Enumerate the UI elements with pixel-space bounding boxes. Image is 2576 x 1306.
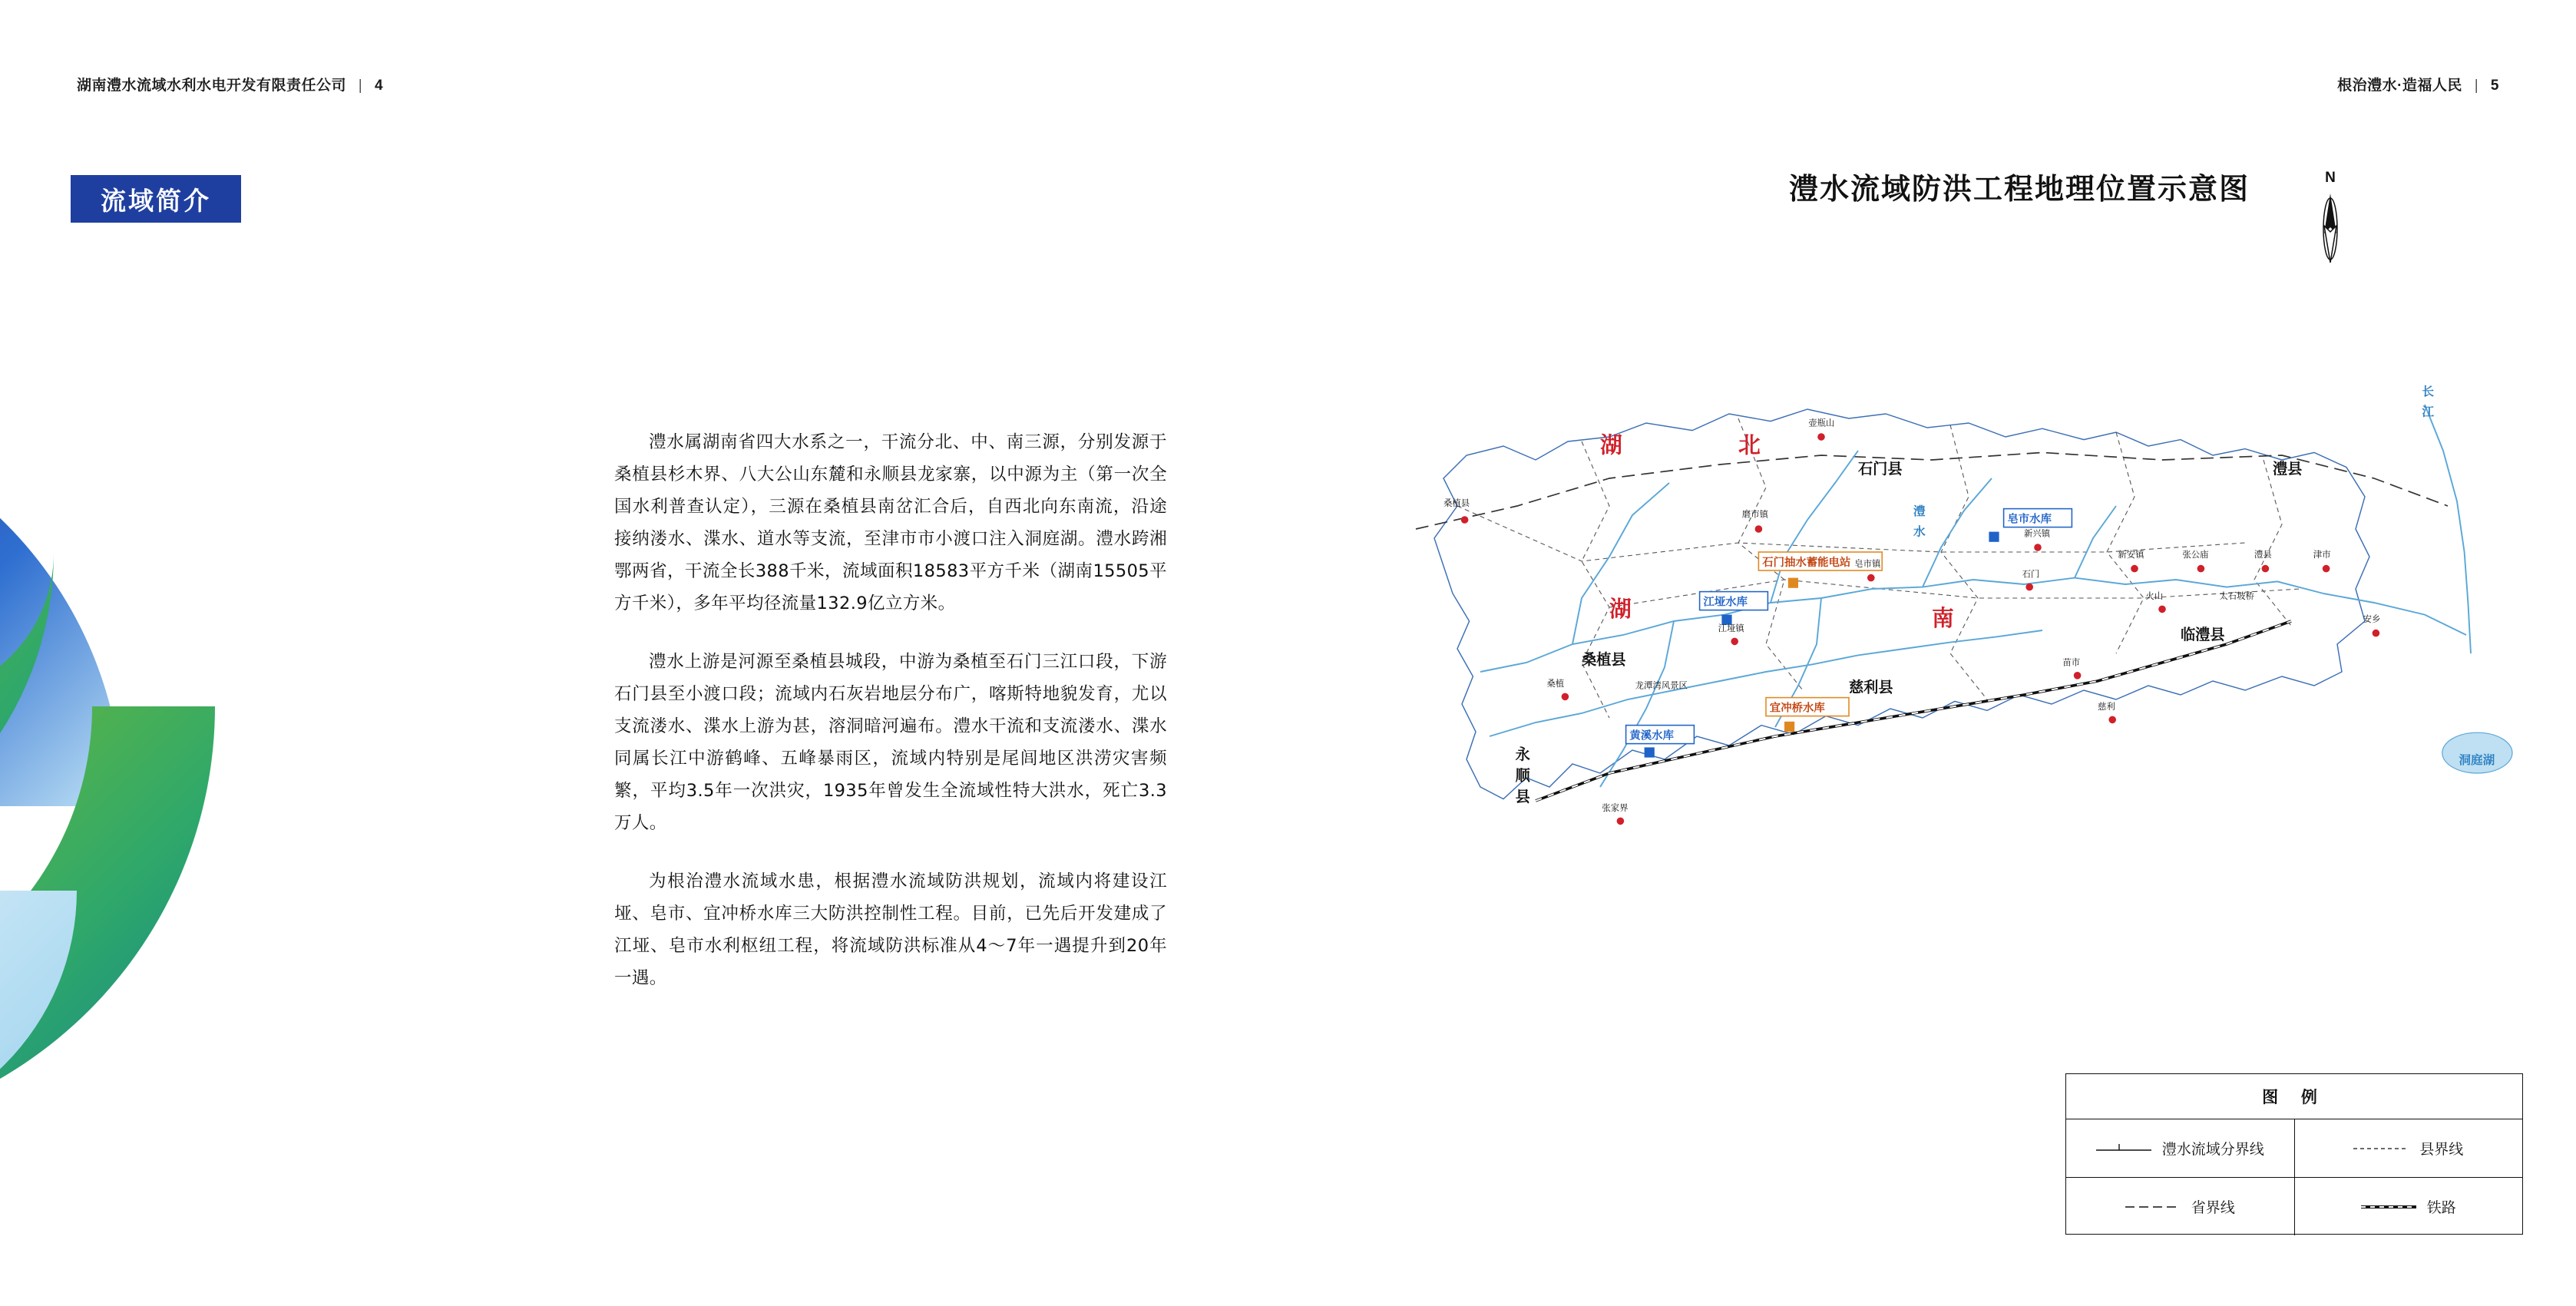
map-figure — [1305, 230, 2549, 1021]
basin-boundary-icon — [2096, 1142, 2151, 1155]
svg-text:水: 水 — [1913, 524, 1926, 539]
svg-text:澧: 澧 — [1913, 504, 1926, 518]
svg-text:南: 南 — [1932, 605, 1954, 631]
paragraph-3: 为根治澧水流域水患，根据澧水流域防洪规划，流域内将建设江垭、皂市、宜冲桥水库三大防洪控制性工程。目前，已先后开发建成了江垭、皂市水利枢纽工程，将流域防洪标准从4～7年一遇提升到20年一遇。 — [614, 871, 1167, 988]
svg-text:火山: 火山 — [2145, 590, 2164, 602]
legend-item-railway — [2294, 1178, 2523, 1235]
svg-text:石门县: 石门县 — [1858, 460, 1903, 478]
svg-text:皂市镇: 皂市镇 — [1854, 558, 1881, 570]
svg-text:长: 长 — [2422, 385, 2435, 398]
svg-text:石门抽水蓄能电站: 石门抽水蓄能电站 — [1762, 557, 1851, 569]
legend-label-railway: 铁路 — [2426, 1200, 2456, 1216]
running-head-separator-right: | — [2474, 78, 2479, 94]
svg-text:慈利县: 慈利县 — [1849, 678, 1893, 696]
svg-text:张家界: 张家界 — [1602, 802, 1629, 814]
svg-text:桑植县: 桑植县 — [1582, 650, 1626, 669]
paragraph-2: 澧水上游是河源至桑植县城段，中游为桑植至石门三江口段，下游石门县至小渡口段；流域内石灰岩地层分布广，喀斯特地貌发育，尤以支流溇水、渫水上游为甚，溶洞暗河遍布。澧水干流和支流溇水、渫水同属长江中游鹤峰、五峰暴雨区，流域内特别是尾闾地区洪涝灾害频繁，平均3.5年一次洪灾，1935年曾发生全流域性特大洪水，死亡3.3万人。 — [614, 652, 1167, 833]
legend-label-basin: 澧水流域分界线 — [2161, 1142, 2264, 1158]
svg-text:石门: 石门 — [2022, 568, 2040, 580]
slogan: 根治澧水·造福人民 — [2337, 78, 2462, 94]
svg-text:宜冲桥水库: 宜冲桥水库 — [1769, 702, 1825, 715]
section-tag — [71, 175, 241, 223]
legend-title: 图 例 — [2066, 1074, 2522, 1119]
svg-text:江: 江 — [2422, 405, 2435, 419]
svg-text:皂市水库: 皂市水库 — [2007, 513, 2052, 526]
svg-text:安乡: 安乡 — [2363, 613, 2381, 625]
company-name: 湖南澧水流域水利水电开发有限责任公司 — [77, 78, 347, 94]
svg-text:新兴镇: 新兴镇 — [2024, 527, 2051, 539]
decorative-swirl — [0, 376, 461, 1144]
legend-label-county: 县界线 — [2419, 1142, 2464, 1158]
svg-text:永: 永 — [1515, 746, 1530, 763]
project-labels — [1626, 509, 2072, 744]
right-running-head — [2337, 74, 2499, 94]
svg-text:湖: 湖 — [1609, 596, 1632, 622]
article-body — [614, 426, 1167, 1020]
svg-text:磨市镇: 磨市镇 — [1741, 508, 1768, 520]
svg-text:北: 北 — [1738, 431, 1761, 458]
county-boundary-icon — [2353, 1142, 2409, 1155]
left-running-head — [77, 74, 383, 94]
svg-text:壶瓶山: 壶瓶山 — [1808, 417, 1835, 428]
svg-text:洞庭湖: 洞庭湖 — [2459, 753, 2495, 767]
svg-text:津市: 津市 — [2313, 549, 2331, 560]
svg-text:龙潭湾风景区: 龙潭湾风景区 — [1635, 679, 1688, 691]
paragraph-1: 澧水属湖南省四大水系之一，干流分北、中、南三源，分别发源于桑植县杉木界、八大公山东麓和永顺县龙家寨，以中源为主（第一次全国水利普查认定），三源在桑植县南岔汇合后，自西北向东南流，沿途接纳溇水、渫水、道水等支流，至津市市小渡口注入洞庭湖。澧水跨湘鄂两省，干流全长388千米，流域面积18583平方千米（湖南15505平方千米），多年平均径流量132.9亿立方米。 — [614, 432, 1167, 613]
svg-text:苗市: 苗市 — [2062, 656, 2081, 668]
water-labels — [1913, 385, 2495, 767]
province-boundary-icon — [2125, 1201, 2181, 1213]
place-labels — [1443, 418, 2380, 814]
legend-item-province-boundary — [2066, 1178, 2294, 1235]
svg-text:黄溪水库: 黄溪水库 — [1629, 729, 1674, 742]
compass-north-label: N — [2325, 170, 2336, 186]
legend-row-2 — [2066, 1177, 2522, 1235]
section-tag-label: 流域简介 — [101, 186, 211, 215]
left-page-number: 4 — [375, 78, 384, 94]
svg-text:澧县: 澧县 — [2254, 549, 2272, 560]
svg-text:张公庙: 张公庙 — [2182, 549, 2209, 560]
svg-text:太石坡桥: 太石坡桥 — [2219, 590, 2254, 602]
svg-text:湖: 湖 — [1600, 431, 1622, 458]
right-page-number: 5 — [2490, 78, 2499, 94]
svg-text:澧县: 澧县 — [2273, 460, 2303, 478]
legend-label-province: 省界线 — [2191, 1200, 2235, 1216]
map-legend — [2065, 1073, 2523, 1235]
svg-text:江垭镇: 江垭镇 — [1718, 623, 1744, 634]
svg-text:慈利: 慈利 — [2098, 701, 2115, 713]
svg-text:新安镇: 新安镇 — [2118, 549, 2144, 560]
svg-text:顺: 顺 — [1515, 766, 1530, 785]
svg-text:临澧县: 临澧县 — [2181, 626, 2225, 643]
legend-row-1 — [2066, 1119, 2522, 1177]
legend-item-county-boundary — [2294, 1119, 2523, 1177]
svg-text:桑植县: 桑植县 — [1443, 498, 1470, 508]
svg-text:江垭水库: 江垭水库 — [1703, 596, 1748, 609]
svg-text:桑植: 桑植 — [1546, 678, 1565, 689]
railway-icon — [2361, 1201, 2416, 1213]
svg-text:县: 县 — [1515, 788, 1530, 806]
map-title: 澧水流域防洪工程地理位置示意图 — [1788, 174, 2250, 206]
running-head-separator: | — [358, 78, 363, 94]
legend-item-basin-boundary — [2066, 1119, 2294, 1177]
